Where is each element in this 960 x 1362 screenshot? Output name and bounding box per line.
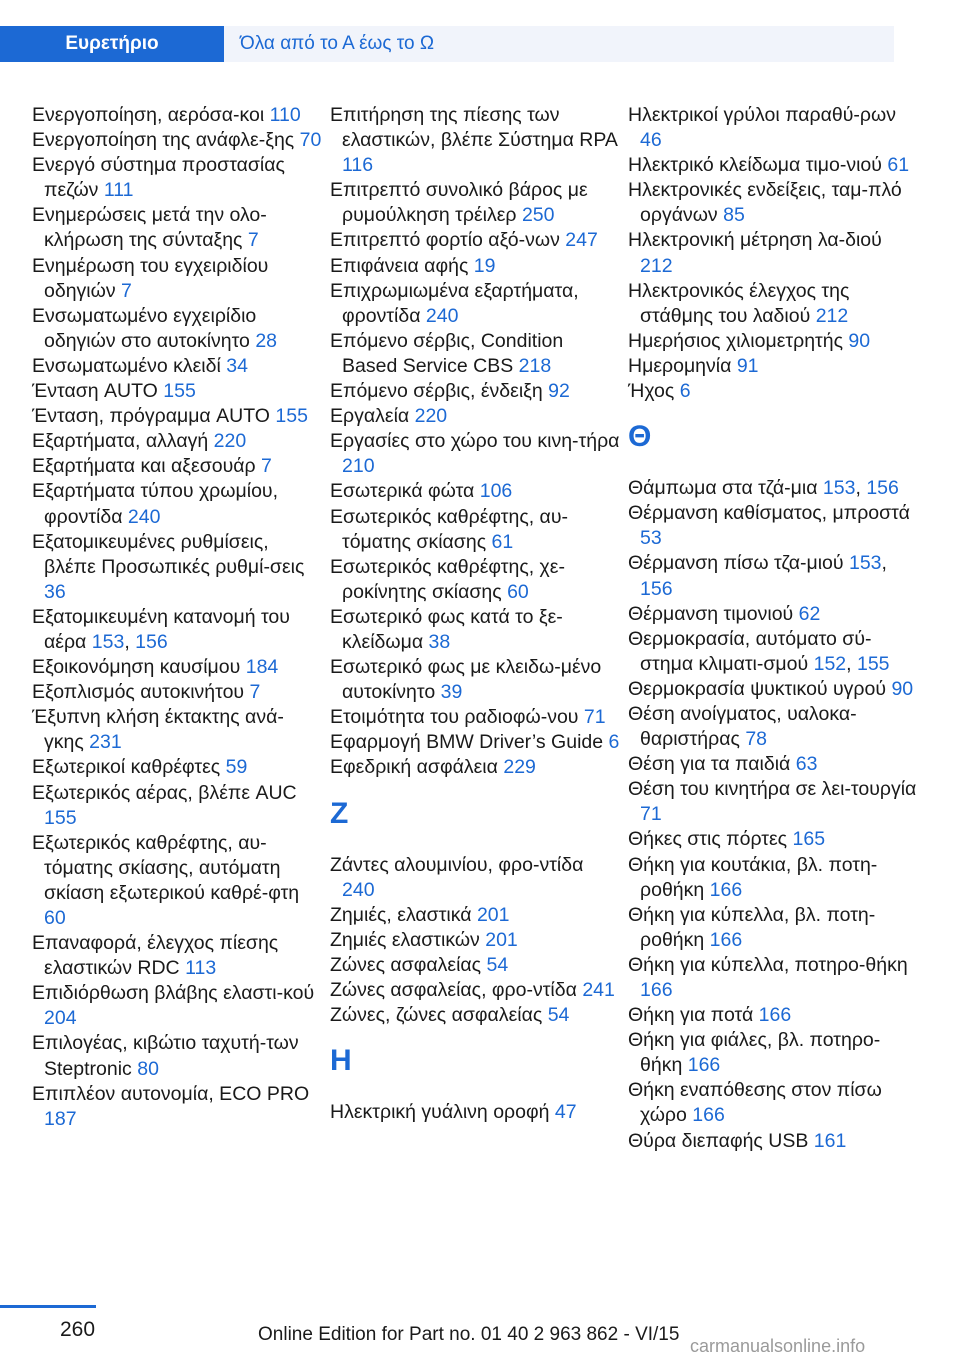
- index-entry-term: Εξαρτήματα, αλλαγή: [32, 430, 209, 453]
- index-entry: [32, 931, 322, 981]
- index-entry-term: Εξατομικευμένη κατανομή του αέρα: [32, 605, 290, 653]
- index-entry: [330, 254, 620, 279]
- page-header: [0, 0, 960, 62]
- tab-index[interactable]: Ευρετήριο: [0, 26, 224, 62]
- index-page-link[interactable]: 85: [723, 204, 745, 227]
- index-column-3: [628, 103, 918, 1154]
- edition-text: Online Edition for Part no. 01 40 2 963 862 - VI/15: [258, 1324, 680, 1345]
- index-entry: Θέρμανση πίσω τζα-μιού 153, 156: [628, 552, 887, 600]
- index-page-link[interactable]: 212: [815, 304, 849, 327]
- index-entry-term: Επιλογέας, κιβώτιο ταχυτή-των Steptronic: [32, 1032, 299, 1080]
- index-page-link[interactable]: 61: [491, 530, 514, 553]
- index-entry: [32, 379, 322, 404]
- index-letter-heading: Θ: [628, 420, 652, 454]
- index-page-link[interactable]: 240: [342, 878, 375, 901]
- index-entry-term: Έξυπνη κλήση έκτακτης ανά-γκης: [32, 706, 284, 754]
- index-entry-term: Θήκη για κύπελλα, βλ. ποτη-ροθήκη: [628, 903, 876, 951]
- index-entry: [32, 781, 322, 831]
- index-entry-term: Θερμοκρασία, αυτόματο σύ-στημα κλιματι-σμού: [628, 627, 872, 675]
- index-entry-term: Ένταση AUTO: [32, 380, 158, 403]
- index-column-2: [330, 103, 620, 1125]
- index-page-link[interactable]: 62: [798, 602, 821, 625]
- index-entry: [628, 677, 918, 702]
- index-entry-term: Εργαλεία: [330, 405, 410, 428]
- index-entry: [330, 279, 620, 329]
- index-entry-term: Επιτρεπτό φορτίο αξό-νων: [330, 229, 560, 252]
- index-page-link[interactable]: 229: [503, 756, 536, 779]
- index-entry: [32, 1031, 322, 1081]
- index-entry: [32, 153, 322, 203]
- index-page-link[interactable]: 155: [856, 652, 890, 675]
- index-entry-term: Επόμενο σέρβις, Condition Based Service CBS: [330, 329, 564, 377]
- index-entry: [32, 680, 322, 705]
- index-page-link[interactable]: 59: [225, 756, 248, 779]
- index-entry-term: Θήκη για κουτάκια, βλ. ποτη-ροθήκη: [628, 853, 878, 901]
- index-page-link[interactable]: 220: [414, 405, 448, 428]
- index-page-link[interactable]: 91: [736, 354, 759, 377]
- index-entry-term: Ενεργό σύστημα προστασίας πεζών: [32, 154, 285, 202]
- index-page-link[interactable]: 153: [91, 630, 125, 653]
- index-entry: [32, 831, 322, 931]
- index-entry: [628, 1129, 918, 1154]
- index-entry-term: Ετοιμότητα του ραδιοφώ-νου: [330, 706, 579, 729]
- index-entry: [628, 103, 918, 153]
- index-page-link[interactable]: 54: [547, 1004, 570, 1027]
- index-page-link[interactable]: 36: [44, 580, 66, 603]
- index-page-link[interactable]: 156: [640, 577, 673, 600]
- index-entry: [32, 755, 322, 780]
- index-entry: [32, 1082, 322, 1132]
- index-entry: [32, 981, 322, 1031]
- index-entry: [330, 655, 620, 705]
- index-letter-heading: H: [330, 1044, 352, 1078]
- index-entry: [32, 404, 322, 429]
- index-entry-term: Εφαρμογή BMW Driver’s Guide: [330, 731, 604, 754]
- index-entry: [32, 103, 322, 128]
- index-page-link[interactable]: 201: [485, 928, 518, 951]
- index-entry: [628, 1003, 918, 1028]
- index-page-link[interactable]: 152: [813, 652, 847, 675]
- index-page-link[interactable]: 187: [44, 1107, 77, 1130]
- index-entry-term: Εξωτερικός αέρας, βλέπε AUC: [32, 781, 297, 804]
- index-entry-term: Ηλεκτρικοί γρύλοι παραθύ-ρων: [628, 104, 896, 126]
- index-entry: [330, 228, 620, 253]
- index-entry: [628, 329, 918, 354]
- index-page-link[interactable]: 166: [692, 1104, 725, 1127]
- index-page-link[interactable]: 34: [226, 354, 248, 377]
- index-page-link[interactable]: 166: [758, 1004, 792, 1027]
- watermark-text: carmanualsonline.info: [690, 1336, 866, 1356]
- index-entry: [32, 530, 322, 605]
- index-entry: [330, 853, 620, 903]
- index-page-link[interactable]: 166: [640, 979, 673, 1001]
- index-entry-term: Θέση του κινητήρα σε λει-τουργία: [628, 778, 917, 801]
- index-entry-term: Θέρμανση πίσω τζα-μιού: [628, 552, 844, 575]
- index-page-link[interactable]: 210: [342, 455, 375, 478]
- index-page-link[interactable]: 71: [583, 706, 606, 729]
- index-page-link[interactable]: 161: [813, 1129, 847, 1152]
- index-entry: [330, 379, 620, 404]
- index-page-link[interactable]: 240: [425, 304, 459, 327]
- index-entry: [628, 178, 918, 228]
- index-entry-term: Εσωτερικά φώτα: [330, 480, 475, 503]
- index-entry: [628, 228, 918, 278]
- index-page-link[interactable]: 28: [255, 329, 278, 352]
- index-entry: [330, 329, 620, 379]
- index-page-link[interactable]: 70: [299, 129, 322, 152]
- index-entry: [32, 454, 322, 479]
- index-entry-term: Ημερήσιος χιλιομετρητής: [628, 329, 843, 352]
- index-page-link[interactable]: 204: [44, 1007, 77, 1030]
- index-page-link[interactable]: 7: [261, 455, 272, 478]
- index-entry-term: Ζημιές ελαστικών: [330, 928, 480, 951]
- index-entry: [330, 928, 620, 953]
- index-entry-term: Θήκες στις πόρτες: [628, 828, 788, 851]
- index-entry-term: Ηλεκτρονικός έλεγχος της στάθμης του λαδιού: [628, 279, 850, 327]
- index-page-link[interactable]: 113: [185, 957, 217, 980]
- index-entry-term: Επιτρεπτό συνολικό βάρος με ρυμούλκηση τρέιλερ: [330, 179, 588, 227]
- index-page-link[interactable]: 156: [135, 630, 168, 653]
- index-entry: [32, 705, 322, 755]
- index-entry-term: Θέση ανοίγματος, υαλοκα-θαριστήρας: [628, 702, 857, 751]
- index-page-link[interactable]: 39: [440, 681, 463, 704]
- index-entry: [628, 777, 918, 827]
- index-entry: [32, 655, 322, 680]
- index-page-link[interactable]: 231: [89, 731, 122, 754]
- index-entry: [628, 1028, 918, 1078]
- index-entry: [628, 1078, 918, 1128]
- index-letter-heading: Z: [330, 796, 349, 830]
- index-entry: [628, 752, 918, 777]
- index-entry: [330, 755, 620, 780]
- index-page-link[interactable]: 212: [640, 254, 673, 277]
- index-page-link[interactable]: 60: [507, 580, 529, 603]
- index-entry-term: Ήχος: [628, 380, 675, 403]
- index-page-link[interactable]: 47: [554, 1101, 577, 1124]
- page-number: 260: [60, 1318, 96, 1341]
- index-entry-term: Θέρμανση καθίσματος, μπροστά: [628, 502, 910, 525]
- index-page-link[interactable]: 241: [582, 979, 615, 1001]
- index-entry-term: Εξατομικευμένες ρυθμίσεις, βλέπε Προσωπικές ρυθμί-σεις: [32, 530, 305, 578]
- index-page-link[interactable]: 155: [275, 405, 308, 428]
- index-entry-term: Εξωτερικός καθρέφτης, αυ-τόματης σκίασης, αυτόματη σκίαση εξωτερικού καθρέ-φτη: [32, 831, 300, 904]
- index-entry-term: Ζημιές, ελαστικά: [330, 903, 472, 926]
- index-entry: [32, 479, 322, 529]
- index-entry: [628, 953, 918, 1003]
- index-entry-term: Θήκη για φιάλες, βλ. ποτηρο-θήκη: [628, 1029, 881, 1077]
- index-page-link[interactable]: 218: [518, 354, 552, 377]
- index-entry-term: Ζώνες ασφαλείας: [330, 953, 482, 976]
- index-page-link[interactable]: 60: [44, 907, 66, 929]
- index-page-link[interactable]: 106: [479, 480, 513, 503]
- index-entry: [330, 705, 620, 730]
- index-entry-term: Εσωτερικός καθρέφτης, χε-ροκίνητης σκίασης: [330, 555, 565, 603]
- index-entry-term: Ηλεκτρονικές ενδείξεις, ταμ-πλό οργάνων: [628, 179, 902, 227]
- index-entry-term: Εξοικονόμηση καυσίμου: [32, 656, 241, 679]
- index-entry: [330, 1003, 620, 1028]
- index-entry-term: Επαναφορά, έλεγχος πίεσης ελαστικών RDC: [32, 932, 279, 980]
- index-column-1: [32, 103, 322, 1132]
- index-entry: [628, 379, 918, 404]
- index-entry-term: Θάμπωμα στα τζά-μια: [628, 477, 818, 500]
- index-page-link[interactable]: 19: [473, 254, 496, 277]
- index-entry-term: Ενεργοποίηση, αερόσα-κοι: [32, 104, 265, 126]
- index-page-link[interactable]: 78: [745, 728, 768, 751]
- index-page-link[interactable]: 250: [521, 204, 555, 227]
- index-entry-term: Ηλεκτρικό κλείδωμα τιμο-νιού: [628, 154, 882, 177]
- index-page-link[interactable]: 116: [342, 154, 374, 177]
- index-entry: [330, 978, 620, 1003]
- index-page-link[interactable]: 61: [887, 154, 910, 177]
- index-entry-term: Ηλεκτρονική μέτρηση λα-διού: [628, 229, 882, 252]
- index-entry-term: Θέρμανση τιμονιού: [628, 602, 794, 625]
- index-page-link[interactable]: 7: [249, 681, 261, 704]
- index-entry-term: Επιδιόρθωση βλάβης ελαστι-κού: [32, 982, 315, 1005]
- index-entry: [628, 501, 918, 551]
- index-entry-term: Εξαρτήματα τύπου χρωμίου, φροντίδα: [32, 480, 278, 528]
- index-entry: [330, 404, 620, 429]
- index-page-link[interactable]: 54: [486, 953, 509, 976]
- index-entry-term: Ενημερώσεις μετά την ολο-κλήρωση της σύνταξης: [32, 204, 267, 252]
- index-entry: [330, 178, 620, 228]
- index-page-link[interactable]: 7: [247, 229, 259, 252]
- index-entry-term: Επιχρωμιωμένα εξαρτήματα, φροντίδα: [330, 279, 579, 327]
- index-entry-term: Ζώνες ασφαλείας, φρο-ντίδα: [330, 979, 577, 1001]
- index-page-link[interactable]: 90: [891, 677, 914, 700]
- index-entry: [330, 479, 620, 504]
- index-page-link[interactable]: 166: [687, 1054, 721, 1077]
- index-page-link[interactable]: 90: [848, 329, 871, 352]
- index-entry-term: Εσωτερικός καθρέφτης, αυ-τόματης σκίασης: [330, 505, 568, 553]
- index-page-link[interactable]: 166: [709, 928, 743, 951]
- index-page-link[interactable]: 240: [127, 505, 161, 528]
- index-entry: Θάμπωμα στα τζά-μια 153, 156: [628, 477, 899, 500]
- index-page-link[interactable]: 165: [792, 828, 826, 851]
- index-entry: [32, 203, 322, 253]
- index-entry-term: Ηλεκτρική γυάλινη οροφή: [330, 1101, 550, 1124]
- index-page-link[interactable]: 46: [640, 129, 662, 152]
- index-entry: Θερμοκρασία, αυτόματο σύ-στημα κλιματι-σμού 152, 155: [628, 627, 890, 675]
- index-entry: [330, 730, 620, 755]
- index-entry: [628, 853, 918, 903]
- index-page-link[interactable]: 6: [679, 380, 691, 403]
- index-entry: [628, 153, 918, 178]
- index-entry: [330, 429, 620, 479]
- index-page-link[interactable]: 155: [44, 806, 77, 829]
- index-page-link[interactable]: 153: [822, 477, 856, 500]
- index-entry: [330, 605, 620, 655]
- index-entry-term: Θέση για τα παιδιά: [628, 753, 791, 776]
- index-page-link[interactable]: 38: [428, 630, 451, 653]
- index-entry: [32, 128, 322, 153]
- index-entry-term: Ζάντες αλουμινίου, φρο-ντίδα: [330, 853, 584, 876]
- index-entry-term: Θερμοκρασία ψυκτικού υγρού: [628, 677, 887, 700]
- index-entry-term: Επιτήρηση της πίεσης των ελαστικών, βλέπε Σύστημα RPA: [330, 104, 617, 152]
- index-page-link[interactable]: 6: [608, 731, 620, 754]
- index-page-link[interactable]: 153: [848, 552, 882, 575]
- index-entry-term: Ενσωματωμένο κλειδί: [32, 354, 221, 377]
- index-entry-term: Ενεργοποίηση της ανάφλε-ξης: [32, 129, 295, 152]
- index-page-link[interactable]: 80: [137, 1057, 159, 1080]
- index-entry-term: Εξωτερικοί καθρέφτες: [32, 756, 221, 779]
- index-entry: [32, 304, 322, 354]
- index-page-link[interactable]: 166: [709, 878, 743, 901]
- index-page-link[interactable]: 220: [213, 430, 247, 453]
- index-entry: [32, 254, 322, 304]
- index-entry-term: Εφεδρική ασφάλεια: [330, 756, 498, 779]
- index-entry-term: Εσωτερικό φως κατά το ξε-κλείδωμα: [330, 605, 563, 653]
- index-entry: [628, 702, 918, 752]
- index-page-link[interactable]: 201: [476, 903, 510, 926]
- index-entry-term: Ενημέρωση του εγχειριδίου οδηγιών: [32, 254, 269, 302]
- index-entry-term: Επιπλέον αυτονομία, ECO PRO: [32, 1082, 310, 1105]
- index-entry: [330, 953, 620, 978]
- index-entry-term: Ενσωματωμένο εγχειρίδιο οδηγιών στο αυτοκίνητο: [32, 304, 257, 352]
- index-entry: [628, 279, 918, 329]
- index-entry-term: Ζώνες, ζώνες ασφαλείας: [330, 1004, 543, 1027]
- index-entry: [32, 354, 322, 379]
- index-page-link[interactable]: 156: [866, 477, 899, 500]
- index-entry-term: Θήκη για κύπελλα, ποτηρο-θήκη: [628, 953, 908, 976]
- index-page-link[interactable]: 155: [163, 380, 196, 403]
- index-page-link[interactable]: 247: [565, 229, 598, 252]
- index-entry-term: Θύρα διεπαφής USB: [628, 1129, 809, 1152]
- index-entry: [330, 505, 620, 555]
- index-entry-term: Εξαρτήματα και αξεσουάρ: [32, 455, 256, 478]
- index-page-link[interactable]: 71: [640, 803, 662, 826]
- index-page-link[interactable]: 7: [121, 279, 132, 302]
- index-entry: [330, 1100, 620, 1125]
- index-entry: [330, 555, 620, 605]
- index-page-link[interactable]: 111: [103, 179, 134, 202]
- index-entry: [628, 354, 918, 379]
- index-entry: [628, 903, 918, 953]
- index-entry: Εξατομικευμένη κατανομή του αέρα 153, 156: [32, 605, 290, 653]
- index-entry: [330, 903, 620, 928]
- index-page-link[interactable]: 63: [795, 753, 818, 776]
- index-entry-term: Θήκη για ποτά: [628, 1004, 754, 1027]
- index-entry: [32, 429, 322, 454]
- index-page-link[interactable]: 53: [640, 527, 662, 550]
- tab-a-to-z[interactable]: Όλα από το Α έως το Ω: [224, 26, 894, 62]
- index-entry: [628, 827, 918, 852]
- index-entry-term: Ημερομηνία: [628, 354, 732, 377]
- index-entry-term: Εσωτερικό φως με κλειδω-μένο αυτοκίνητο: [330, 656, 602, 704]
- index-page-link[interactable]: 184: [245, 656, 279, 679]
- index-entry: [628, 602, 918, 627]
- footer-rule: [0, 1305, 96, 1308]
- index-entry-term: Θήκη εναπόθεσης στον πίσω χώρο: [628, 1079, 882, 1127]
- index-entry: [330, 103, 620, 178]
- index-entry-term: Εργασίες στο χώρο του κινη-τήρα: [330, 430, 620, 453]
- index-entry-term: Επιφάνεια αφής: [330, 254, 469, 277]
- index-entry-term: Επόμενο σέρβις, ένδειξη: [330, 380, 543, 403]
- index-page-link[interactable]: 110: [269, 104, 301, 126]
- index-entry-term: Εξοπλισμός αυτοκινήτου: [32, 681, 245, 704]
- index-entry-term: Ένταση, πρόγραμμα AUTO: [32, 405, 270, 428]
- index-page-link[interactable]: 92: [548, 380, 570, 403]
